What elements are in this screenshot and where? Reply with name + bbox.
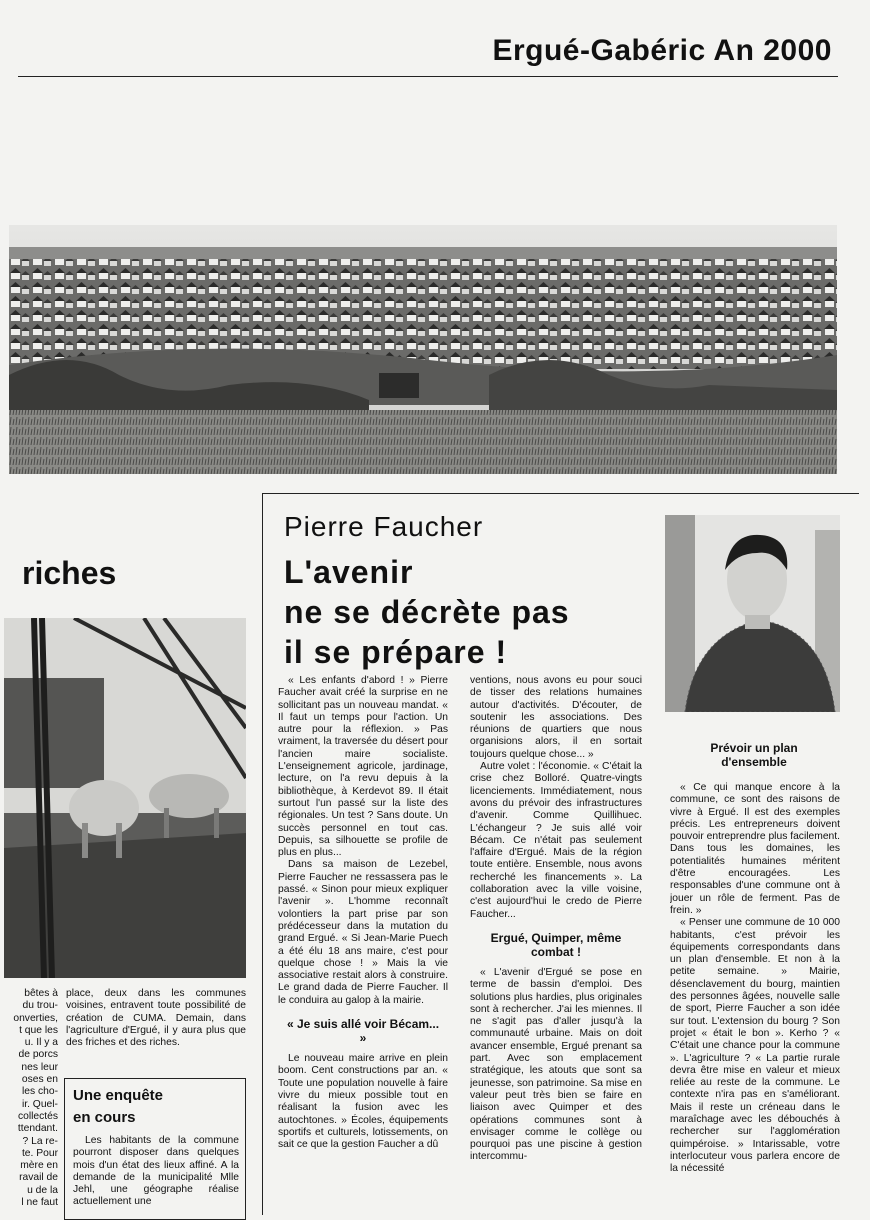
- box-text: Les habitants de la commune pourront disposer dans quelques mois d'un état des lieux affiné. A la demande de la municipalité Mlle Jehl, une géographe réalise actuellement une: [73, 1135, 239, 1208]
- masthead-rule: [18, 76, 838, 77]
- frag-line: collectés: [17, 1110, 58, 1122]
- frag-line: l ne faut: [21, 1197, 58, 1209]
- frag-line: oses en: [21, 1074, 58, 1086]
- masthead-title: Ergué-Gabéric An 2000: [492, 34, 832, 67]
- box-title: [65, 1079, 245, 1129]
- frag-line: u de la: [27, 1184, 58, 1196]
- frag-line: de porcs: [18, 1049, 58, 1061]
- left-headline: riches: [22, 555, 117, 591]
- portrait-photo: [665, 515, 840, 712]
- left-column-text: place, deux dans les communes voisines, entravent toute possibilité de création de CUMA. Demain, dans l'agriculture d'Ergué, il y aura plus que des friches et des riches.: [66, 988, 246, 1049]
- frag-line: u. Il y a: [24, 1037, 58, 1049]
- enquete-box: [64, 1078, 246, 1220]
- col2-subhead: Ergué, Quimper, même combat !: [490, 930, 622, 959]
- paragraph: Dans sa maison de Lezebel, Pierre Faucher ne ressassera pas le passé. « Sinon pour mieux expliquer l'avenir ». L'homme reconnaît volontiers la part prise par son prédécesseur dans la mutation du grand Ergué. « Si Jean-Marie Puech a été élu 18 ans maire, c'est pour quelque chose ! » Mais la vie associative restait alors à construire. Le grand dada de Pierre Faucher. Il le conduira au galop à la mairie.: [278, 859, 448, 1006]
- paragraph: « Ce qui manque encore à la commune, ce sont des raisons de vivre à Ergué. Il est des exemples précis. Les entrepreneurs doivent pouvoir entreprendre plus facilement. Dans tous les domaines, les potentialités humaines méritent d'être encouragées. Les responsables d'une commune ont à jouer un rôle de ferment. Pas de frein. »: [670, 782, 840, 916]
- col3-subhead: Prévoir un plan d'ensemble: [710, 741, 798, 769]
- col1-subhead: « Je suis allé voir Bécam... »: [286, 1017, 440, 1046]
- paragraph: ventions, nous avons eu pour souci de tisser des relations humaines autour d'activités. D'écouter, de soutenir les associations. Des réunions de quartiers que nous organisions alors, il en sortait toujours quelque chose... »: [470, 675, 642, 760]
- box-title-line-2: en cours: [73, 1109, 136, 1126]
- frag-line: du trou-: [22, 1000, 58, 1012]
- paragraph: Le nouveau maire arrive en plein boom. Cent constructions par an. « Toute une population nouvelle à faire vivre du mieux possible tout en réalisant la fusion avec les autochtones. » Écoles, équipements sportifs et culturels, lotissements, on sait ce que la gestion Faucher a dû: [278, 1053, 448, 1151]
- frag-line: ? La re-: [22, 1135, 58, 1147]
- article-column-3: [670, 782, 840, 1176]
- frag-line: mère en: [20, 1160, 58, 1172]
- frag-line: onverties,: [13, 1012, 58, 1024]
- article-column-1: [278, 675, 448, 1151]
- paragraph: Autre volet : l'économie. « C'était la crise chez Bolloré. Quatre-vingts licenciements. Immédiatement, nous avons du prévoir des infrastructures d'avenir. Comme Quillihuec. L'échangeur ? Je suis allé voir Bécam. Ce n'était pas seulement l'affaire d'Ergué. Mais de la région toute entière. Ensemble, nous avons recherché les financements ». La collaboration avec la ville voisine, c'est aujourd'hui le credo de Pierre Faucher...: [470, 761, 642, 920]
- frag-line: bêtes à: [24, 988, 58, 999]
- paragraph: « L'avenir d'Ergué se pose en terme de bassin d'emploi. Des solutions plus hardies, plus originales sont à rechercher. J'ai les miennes. Il ne s'agit pas d'aller jusqu'à la communauté urbaine. Mais on doit avancer ensemble, Ergué prenant sa part. Avec son emplacement stratégique, les atouts que sont sa jeunesse, son patrimoine. Sa mise en valeur peut très bien se faire en liaison avec Quimper et des opérations communes sont à envisager comme le collège ou pourquoi pas une piscine à gestion intercommu-: [470, 966, 642, 1163]
- article-headline: [284, 552, 570, 672]
- frag-line: nes leur: [21, 1061, 58, 1073]
- frag-line: te. Pour: [21, 1147, 58, 1159]
- frag-line: ttendant.: [17, 1123, 58, 1135]
- frag-line: les cho-: [21, 1086, 58, 1098]
- box-title-line-1: Une enquête: [73, 1087, 164, 1104]
- headline-line-3: il se prépare !: [284, 634, 508, 670]
- article-author: Pierre Faucher: [284, 511, 484, 542]
- paragraph: « Les enfants d'abord ! » Pierre Faucher avait créé la surprise en ne sollicitant pas un nouveau mandat. « Il faut un temps pour l'action. Un autre pour la réflexion. » Pas vraiment, la traversée du désert pour l'ancien maire socialiste. L'enseignement agricole, jardinage, lecture, on l'a revu depuis à la bibliothèque, à Kerdevot 89. Il était surtout l'un passé sur la liste des régionales. Un test ? Sans doute. Un succès personnel en tout cas. Depuis, sa silhouette se profile de plus en plus...: [278, 675, 448, 859]
- article-column-2: [470, 675, 642, 1164]
- headline-line-2: ne se décrète pas: [284, 594, 570, 630]
- frag-line: ir. Quel-: [21, 1098, 58, 1110]
- paragraph: « Penser une commune de 10 000 habitants, c'est prévoir les équipements correspondants dans un plan d'ensemble. Et non à la petite semaine. » Mairie, désenclavement du bourg, maintien des personnes âgées, nouvelle salle de sport, Pierre Faucher a son idée sur tout. L'extension du bourg ? Son projet « était le bon ». Kerho ? « C'était une chance pour la commune ». L'agriculture ? « La partie rurale devra être mise en valeur et mieux reliée au reste de la commune. Le contexte n'ira pas en s'améliorant. Mais il reste un créneau dans le maraîchage avec les débouchés à rechercher sur l'agglomération quimpéroise. » Intarissable, votre interlocuteur vous parlera encore de la nécessité: [670, 917, 840, 1175]
- headline-line-1: L'avenir: [284, 554, 414, 590]
- town-panorama-photo: [9, 225, 837, 474]
- left-fragment-column: [0, 988, 58, 1209]
- frag-line: ravail de: [19, 1172, 58, 1184]
- frag-line: t que les: [19, 1024, 58, 1036]
- cattle-pylon-photo: [4, 618, 246, 978]
